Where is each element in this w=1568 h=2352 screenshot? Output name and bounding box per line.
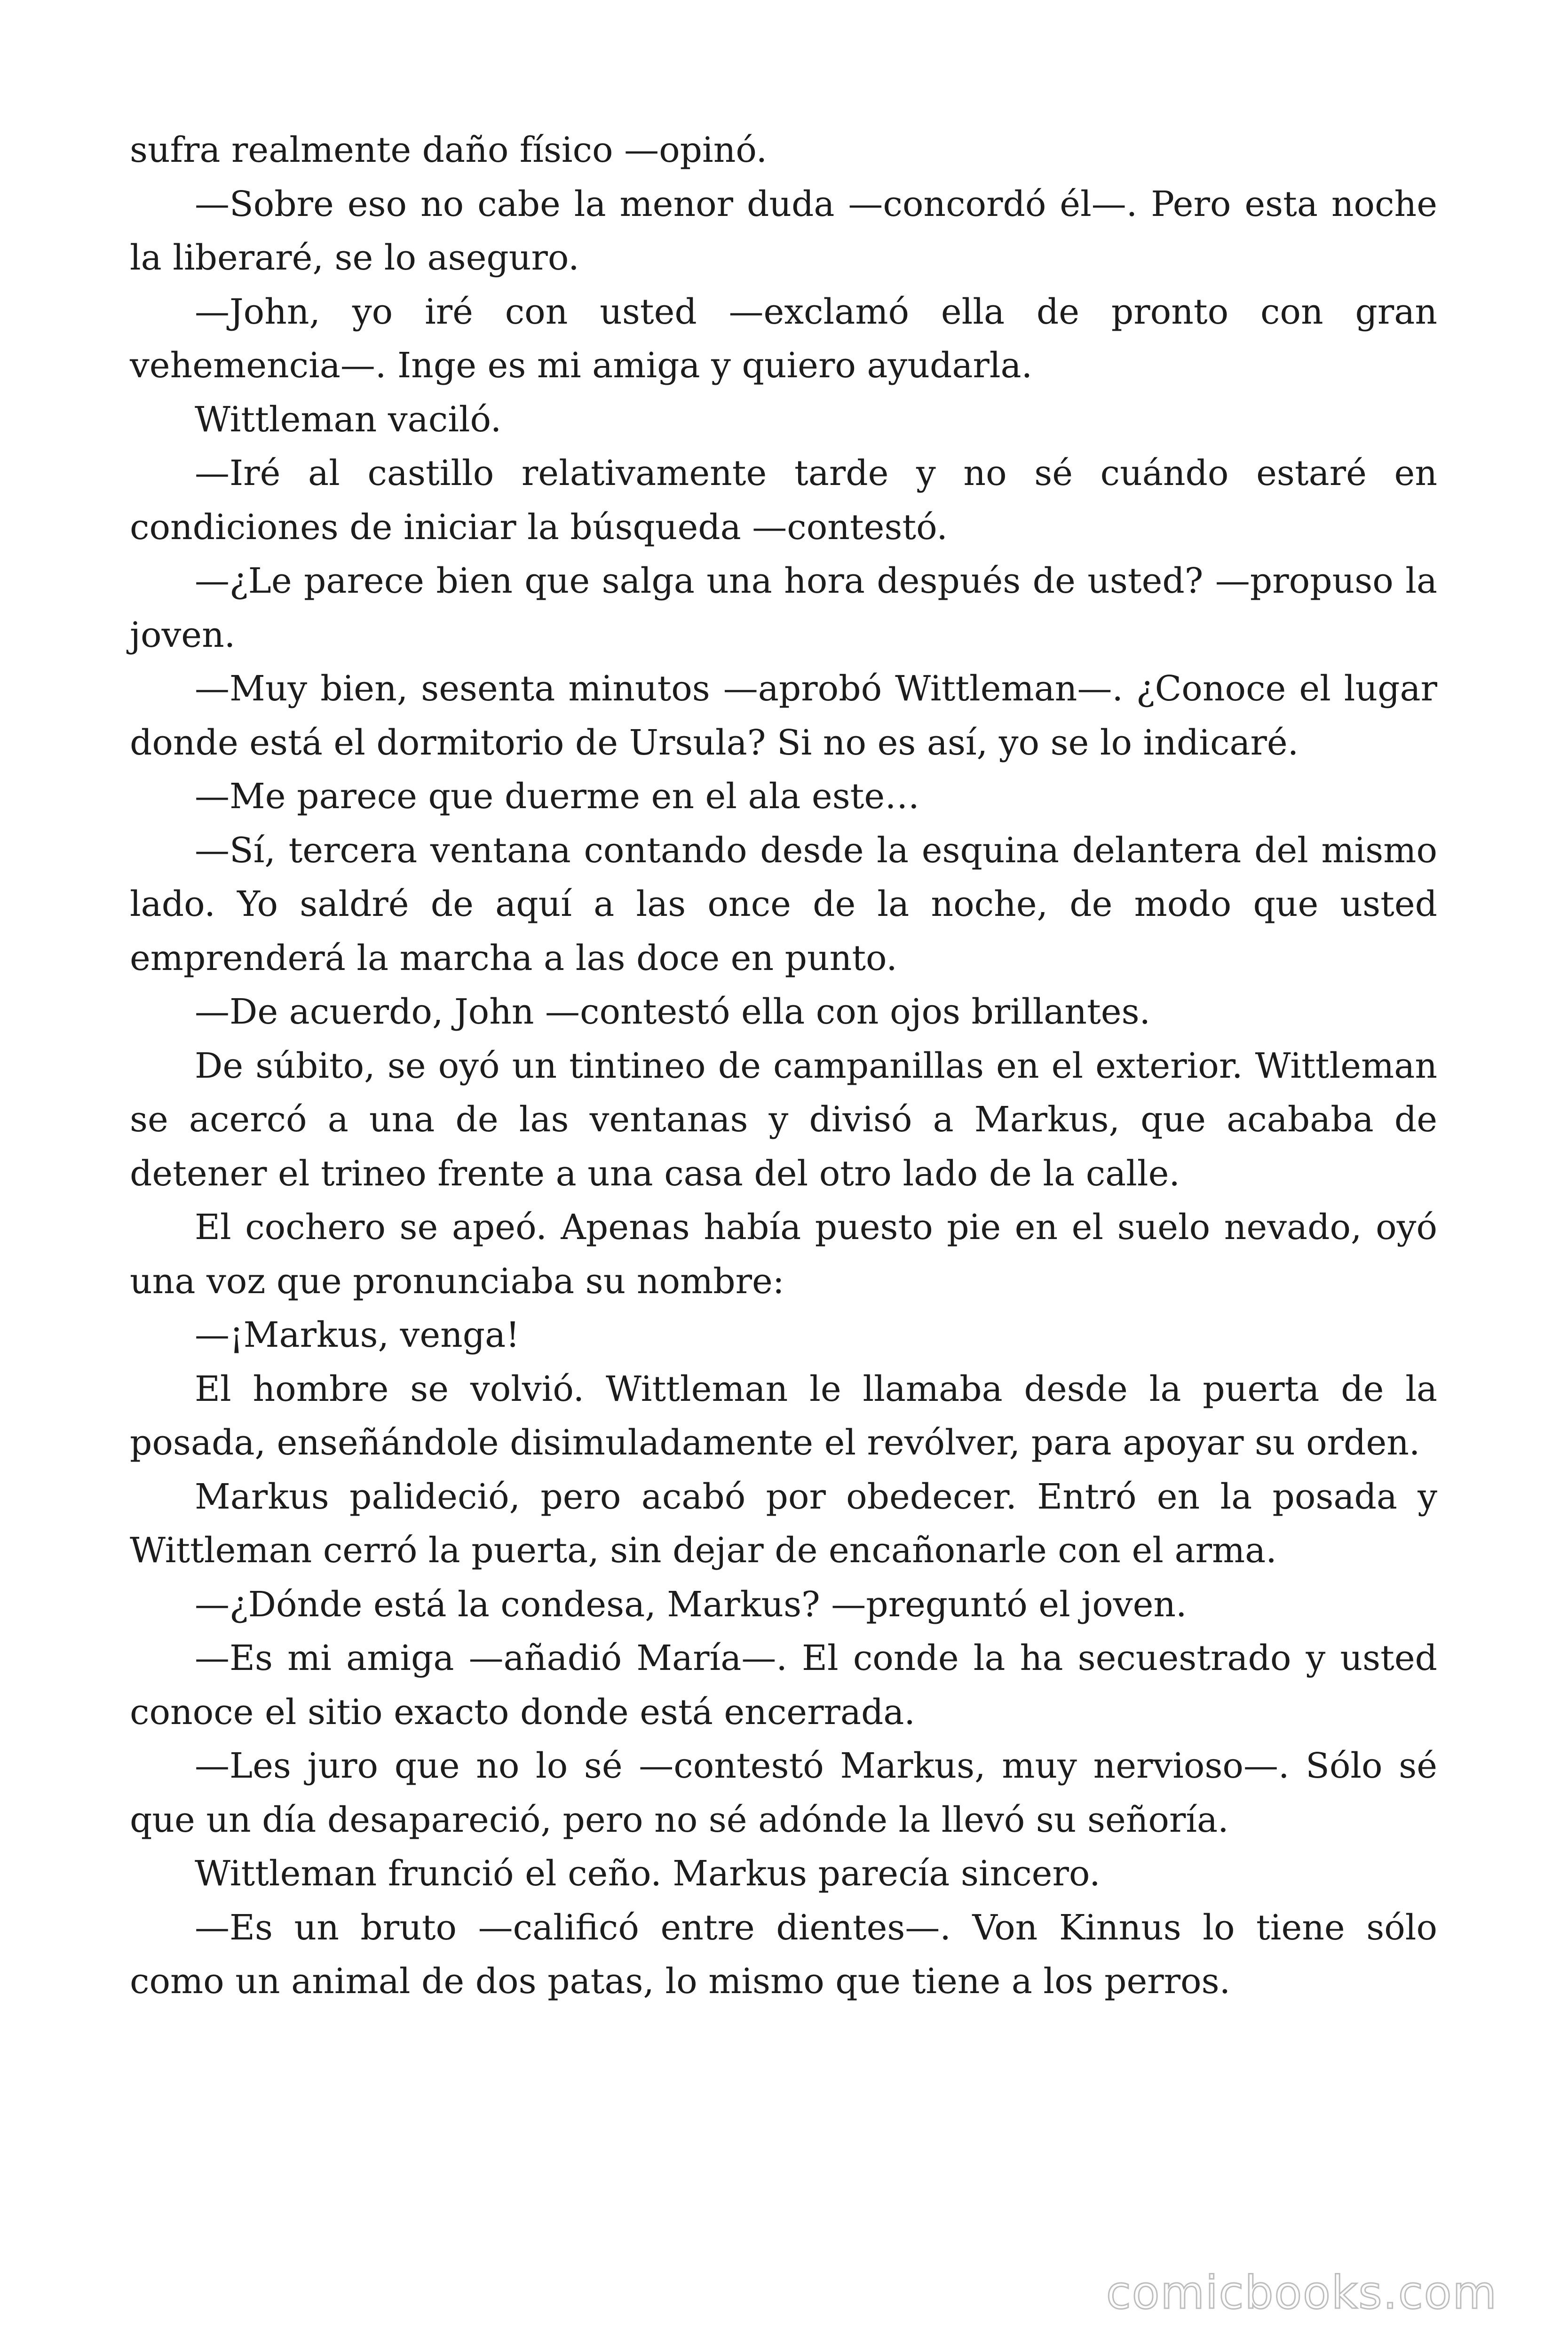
watermark: comicbooks.com bbox=[1106, 2266, 1497, 2319]
paragraph: —¿Le parece bien que salga una hora después de usted? —propuso la joven. bbox=[130, 561, 1437, 655]
paragraph: —De acuerdo, John —contestó ella con ojos brillantes. bbox=[195, 992, 1151, 1032]
paragraph: —Muy bien, sesenta minutos —aprobó Wittleman—. ¿Conoce el lugar donde está el dormitorio de Ursula? Si no es así, yo se lo indicaré. bbox=[130, 668, 1437, 763]
paragraph: De súbito, se oyó un tintineo de campanillas en el exterior. Wittleman se acercó a una de las ventanas y divisó a Markus, que acababa de detener el trineo frente a una casa del otro lado de la calle. bbox=[130, 1045, 1437, 1194]
paragraph: —Sí, tercera ventana contando desde la esquina delantera del mismo lado. Yo saldré de aquí a las once de la noche, de modo que usted emprenderá la marcha a las doce en punto. bbox=[130, 830, 1437, 978]
paragraph: —Les juro que no lo sé —contestó Markus, muy nervioso—. Sólo sé que un día desapareció, pero no sé adónde la llevó su señoría. bbox=[130, 1746, 1437, 1840]
paragraph: —John, yo iré con usted —exclamó ella de pronto con gran vehemencia—. Inge es mi amiga y quiero ayudarla. bbox=[130, 291, 1437, 386]
paragraph: sufra realmente daño físico —opinó. bbox=[130, 130, 768, 170]
paragraph: —Me parece que duerme en el ala este… bbox=[195, 776, 920, 817]
paragraph: Wittleman vaciló. bbox=[195, 399, 502, 440]
paragraph: Markus palideció, pero acabó por obedecer. Entró en la posada y Wittleman cerró la puerta, sin dejar de encañonarle con el arma. bbox=[130, 1476, 1437, 1571]
paragraph: Wittleman frunció el ceño. Markus parecía sincero. bbox=[195, 1853, 1101, 1894]
paragraph: —¡Markus, venga! bbox=[195, 1315, 520, 1355]
paragraph: —Es un bruto —calificó entre dientes—. Von Kinnus lo tiene sólo como un animal de dos patas, lo mismo que tiene a los perros. bbox=[130, 1907, 1437, 2002]
paragraph: —¿Dónde está la condesa, Markus? —preguntó el joven. bbox=[195, 1584, 1187, 1625]
page-body-text bbox=[130, 123, 1437, 2009]
paragraph: El hombre se volvió. Wittleman le llamaba desde la puerta de la posada, enseñándole disimuladamente el revólver, para apoyar su orden. bbox=[130, 1368, 1437, 1463]
paragraph: El cochero se apeó. Apenas había puesto pie en el suelo nevado, oyó una voz que pronunciaba su nombre: bbox=[130, 1207, 1437, 1302]
paragraph: —Es mi amiga —añadió María—. El conde la ha secuestrado y usted conoce el sitio exacto donde está encerrada. bbox=[130, 1638, 1437, 1732]
paragraph: —Iré al castillo relativamente tarde y no sé cuándo estaré en condiciones de iniciar la búsqueda —contestó. bbox=[130, 453, 1437, 548]
paragraph: —Sobre eso no cabe la menor duda —concordó él—. Pero esta noche la liberaré, se lo aseguro. bbox=[130, 183, 1437, 278]
